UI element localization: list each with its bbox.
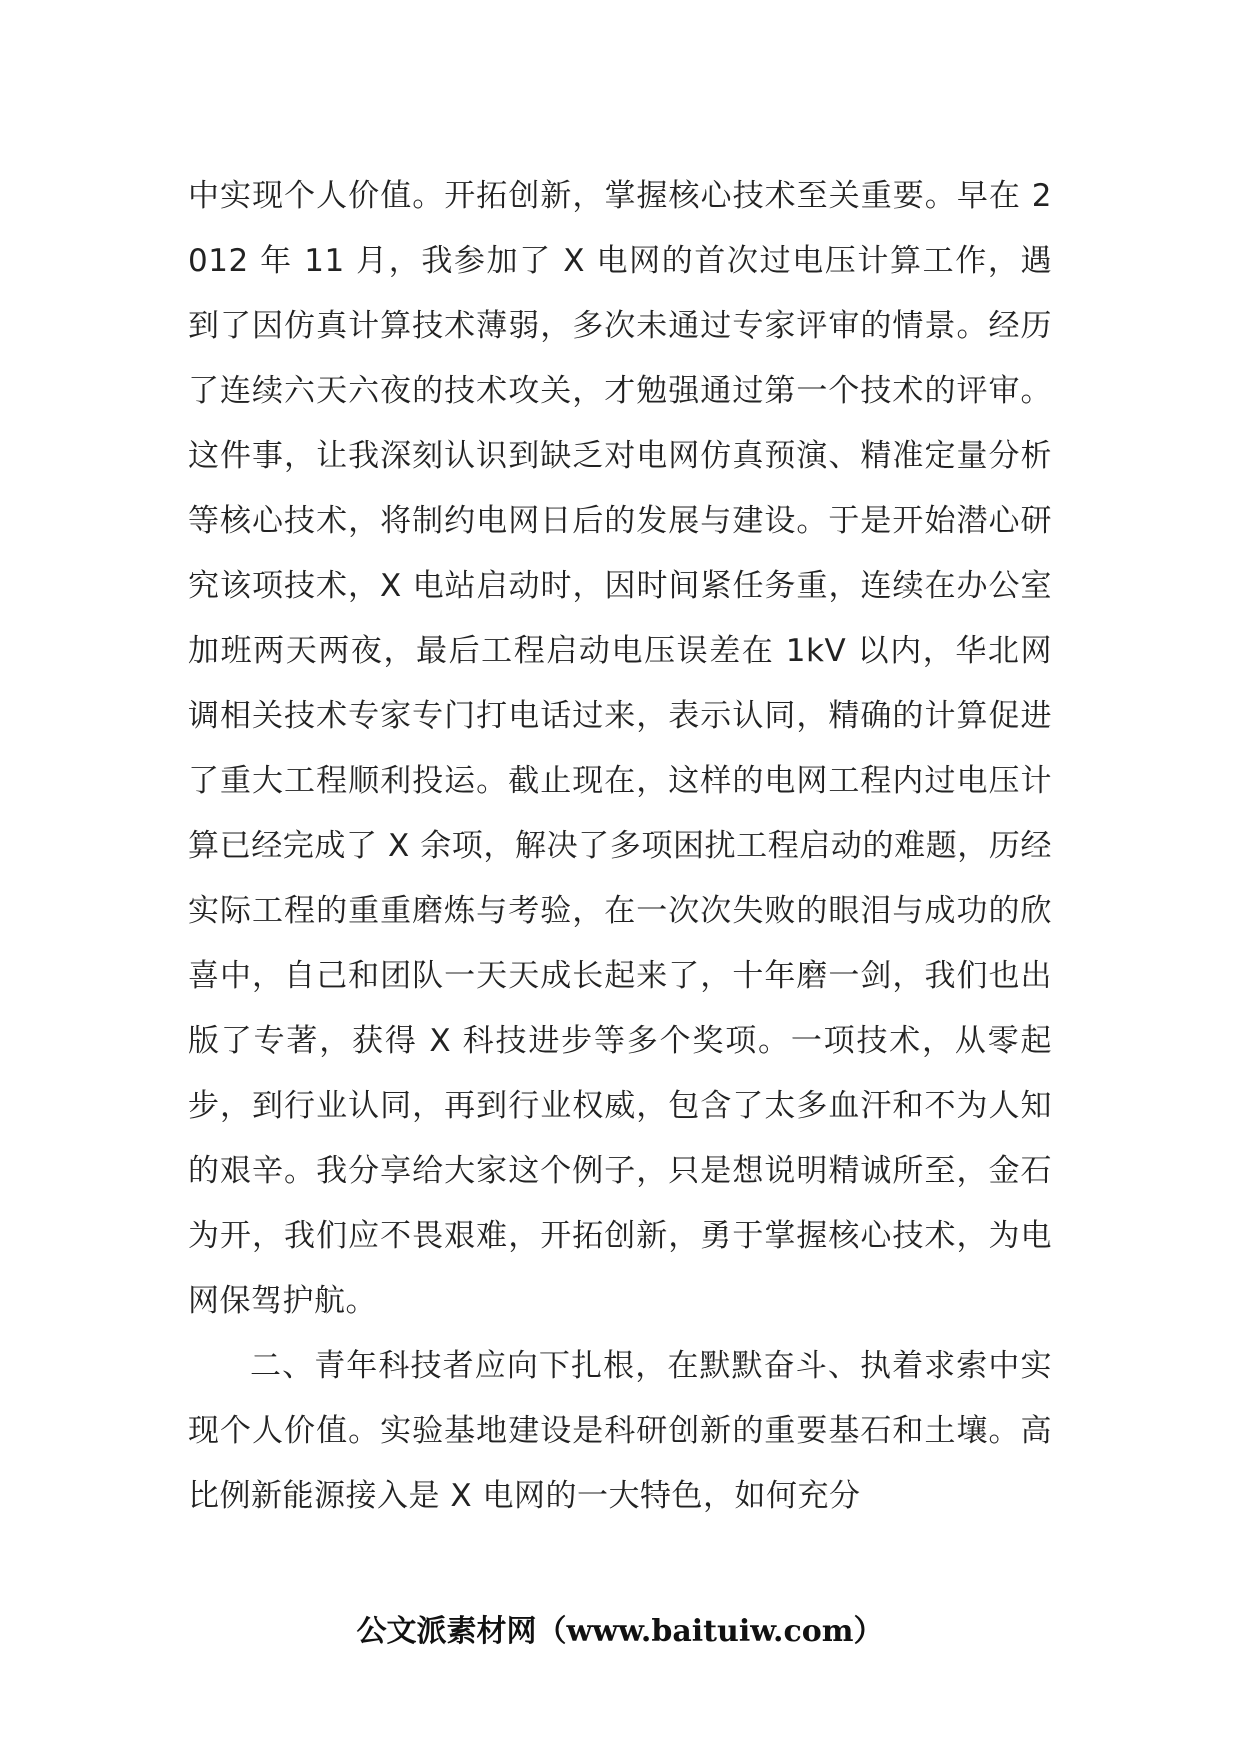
section-heading-paragraph: 二、青年科技者应向下扎根，在默默奋斗、执着求索中实现个人价值。实验基地建设是科研创新的重要基石和土壤。高比例新能源接入是 X 电网的一大特色，如何充分 xyxy=(188,1348,1052,1514)
footer-watermark: 公文派素材网（www.baituiw.com） xyxy=(356,1614,884,1649)
body-paragraph: 中实现个人价值。开拓创新，掌握核心技术至关重要。早在 2012 年 11 月，我参加了 X 电网的首次过电压计算工作，遇到了因仿真计算技术薄弱，多次未通过专家评审的情景。经历了连续六天六夜的技术攻关，才勉强通过第一个技术的评审。这件事，让我深刻认识到缺乏对电网仿真预演、精准定量分析等核心技术，将制约电网日后的发展与建设。于是开始潜心研究该项技术，X 电站启动时，因时间紧任务重，连续在办公室加班两天两夜，最后工程启动电压误差在 1kV 以内，华北网调相关技术专家专门打电话过来，表示认同，精确的计算促进了重大工程顺利投运。截止现在，这样的电网工程内过电压计算已经完成了 X 余项，解决了多项困扰工程启动的难题，历经实际工程的重重磨炼与考验，在一次次失败的眼泪与成功的欣喜中，自己和团队一天天成长起来了，十年磨一剑，我们也出版了专著，获得 X 科技进步等多个奖项。一项技术，从零起步，到行业认同，再到行业权威，包含了太多血汗和不为人知的艰辛。我分享给大家这个例子，只是想说明精诚所至，金石为开，我们应不畏艰难，开拓创新，勇于掌握核心技术，为电网保驾护航。 xyxy=(188,178,1052,1319)
document-body xyxy=(188,164,1052,1529)
